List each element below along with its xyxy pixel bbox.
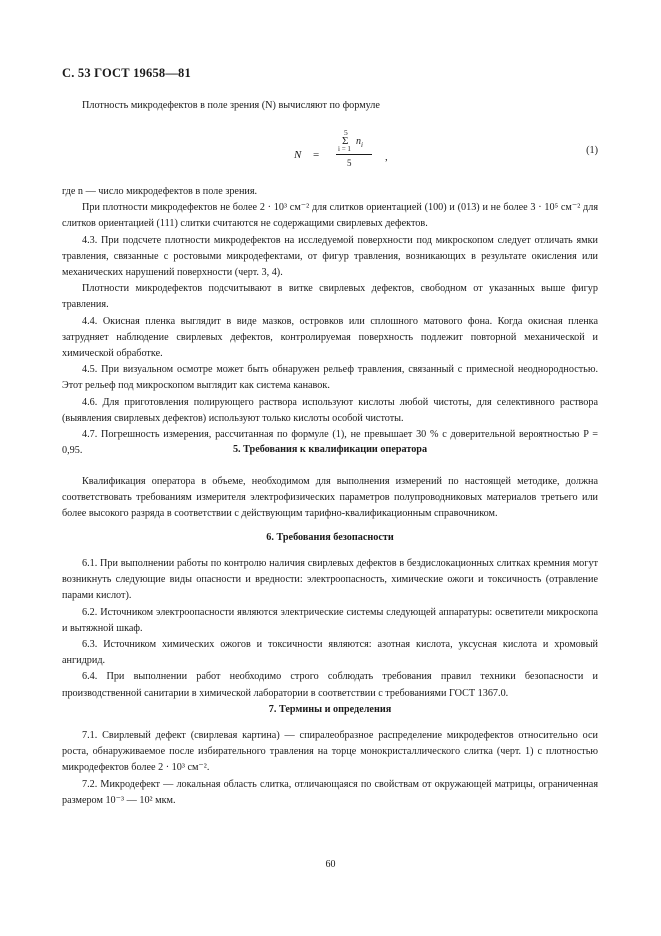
paragraph-4-3-cont: Плотности микродефектов подсчитывают в витке свирлевых дефектов, свободном от указанных выше фигур травления. — [62, 283, 598, 311]
paragraph-4-6: 4.6. Для приготовления полирующего раствора используют кислоты любой чистоты, для селективного раствора (выявления свирлевых дефектов) используют только кислоты особой чистоты. — [62, 396, 598, 424]
page-number: 60 — [325, 859, 336, 870]
formula-trailing: , — [385, 151, 388, 163]
formula-sum-lower: i = 1 — [338, 145, 351, 153]
intro-paragraph — [62, 98, 598, 114]
section-7-body — [62, 728, 598, 809]
paragraph-4-5: 4.5. При визуальном осмотре может быть обнаружен рельеф травления, связанный с примесной неоднородностью. Этот рельеф под микроскопом выглядит как система канавок. — [62, 364, 598, 392]
paragraph-6-3: 6.3. Источником химических ожогов и токсичности являются: азотная кислота, уксусная кислота и хромовый ангидрид. — [62, 639, 598, 667]
section-6-body — [62, 556, 598, 702]
formula-denominator: 5 — [347, 158, 352, 168]
formula-1 — [62, 128, 598, 180]
formula-lhs: N — [294, 149, 302, 161]
where-clause: где n — число микродефектов в поле зрения. — [62, 186, 258, 197]
formula-term-sub: i — [361, 141, 363, 149]
section-4-body — [62, 184, 598, 459]
paragraph-4-3: 4.3. При подсчете плотности микродефектов на исследуемой поверхности под микроскопом следует отличать ямки травления, связанные с ростовыми микродефектами, от фигур травления, возникающих в результате окисления или механических нарушений поверхности (черт. 3, 4). — [62, 234, 598, 279]
paragraph-6-2: 6.2. Источником электроопасности являются электрические системы следующей аппаратуры: осветители микроскопа и вытяжной шкаф. — [62, 606, 598, 634]
paragraph-7-2: 7.2. Микродефект — локальная область слитка, отличающаяся по свойствам от окружающей матрицы, ограниченная размером 10⁻³ — 10² мкм. — [62, 778, 598, 806]
formula-sum-upper: 5 — [344, 128, 348, 137]
formula-number: (1) — [586, 145, 598, 156]
paragraph-6-1: 6.1. При выполнении работы по контролю наличия свирлевых дефектов в бездислокационных слитках кремния могут возникнуть следующие виды опасности и вредности: электроопасность, химические ожоги и токсичность (отравление парами кислот). — [62, 558, 598, 602]
formula-term — [356, 136, 363, 149]
formula-equals: = — [313, 149, 320, 161]
formula-sigma: Σ — [342, 135, 349, 147]
page-header: С. 53 ГОСТ 19658—81 — [62, 66, 191, 80]
paragraph-4-7: 4.7. Погрешность измерения, рассчитанная по формуле (1), не превышает 30 % с доверительной вероятностью P = 0,95. — [62, 429, 598, 457]
section-5-body — [62, 474, 598, 523]
paragraph-threshold: При плотности микродефектов не более 2 · 10³ см⁻² для слитков ориентацией (100) и (013) и не более 3 · 10⁵ см⁻² для слитков ориентацией (111) слитки считаются не содержащими свирлевых дефектов. — [62, 202, 598, 230]
formula-term-n: n — [356, 136, 361, 147]
formula-fraction — [332, 128, 382, 180]
section-7-heading: 7. Термины и определения — [268, 704, 392, 715]
section-6-heading: 6. Требования безопасности — [266, 532, 394, 543]
intro-text: Плотность микродефектов в поле зрения (N) вычисляют по формуле — [82, 100, 380, 111]
fraction-bar — [336, 154, 372, 155]
paragraph-7-1: 7.1. Свирлевый дефект (свирлевая картина) — спиралеобразное распределение микродефектов относительно оси роста, обнаруживаемое после избирательного травления на торце монокристаллического слитка (черт. 1) с плотностью микродефектов более 2 · 10³ см⁻². — [62, 730, 598, 774]
paragraph-5: Квалификация оператора в объеме, необходимом для выполнения измерений по настоящей методике, должна соответствовать требованиям измерителя электрофизических параметров полупроводниковых материалов третьего или более высокого разряда в соответствии с действующим тарифно-квалификационным справочником. — [62, 476, 598, 520]
section-5-heading: 5. Требования к квалификации оператора — [232, 444, 428, 455]
paragraph-6-4: 6.4. При выполнении работ необходимо строго соблюдать требования правил техники безопасности и производственной санитарии в химической лаборатории в соответствии с требованиями ГОСТ 1367.0. — [62, 671, 598, 699]
paragraph-4-4: 4.4. Окисная пленка выглядит в виде мазков, островков или сплошного матового фона. Когда окисная пленка затрудняет наблюдение свирлевых дефектов, контролируемая поверхность подлежит повторной механической и химической обработке. — [62, 315, 598, 360]
